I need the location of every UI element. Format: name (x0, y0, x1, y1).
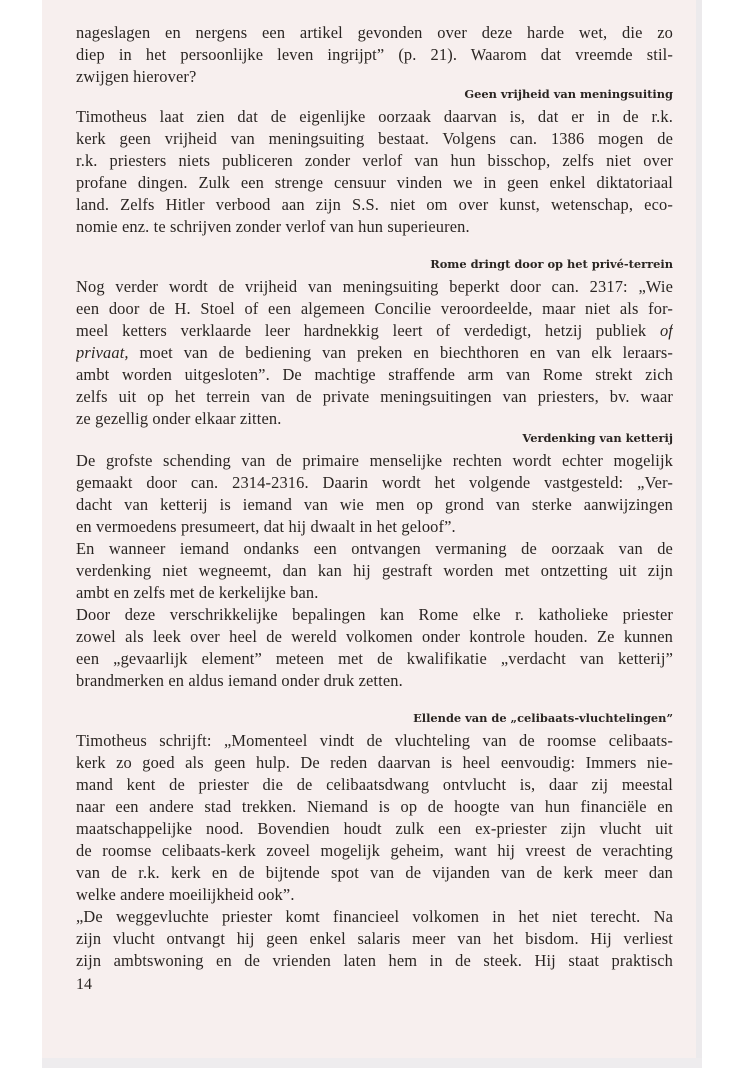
text-line: zijn ambtswoning en de vrienden laten hem in de steek. Hij staat praktisch (76, 951, 673, 970)
text-line: diep in het persoonlijke leven ingrijpt” (p. 21). Waarom dat vreemde stil- (76, 45, 673, 64)
text-span: meel ketters verklaarde leer hardnekkig leert of verdedigt, hetzij publiek (76, 321, 647, 340)
text-line: zijn vlucht ontvangt hij geen enkel salaris meer van het bisdom. Hij verliest (76, 929, 673, 948)
text-line: verdenking niet wegneemt, dan kan hij gestraft worden met ontzetting uit zijn (76, 561, 673, 580)
text-line: kerk geen vrijheid van meningsuiting bestaat. Volgens can. 1386 mogen de (76, 129, 673, 148)
text-line: en vermoedens presumeert, dat hij dwaalt in het geloof”. (76, 517, 456, 536)
text-line: maatschappelijke nood. Bovendien houdt zulk een ex-priester zijn vlucht uit (76, 819, 673, 838)
text-line: r.k. priesters niets publiceren zonder verlof van hun bisschop, zelfs niet over (76, 151, 673, 170)
text-line: ze gezellig onder elkaar zitten. (76, 409, 282, 428)
text-line: dacht van ketterij is iemand van wie men op grond van sterke aanwijzingen (76, 495, 673, 514)
text-line: „De weggevluchte priester komt financieel volkomen in het niet terecht. Na (76, 907, 673, 926)
text-line: naar een andere stad trekken. Niemand is op de hoogte van hun financiële en (76, 797, 673, 816)
page-number: 14 (76, 976, 92, 993)
text-line: Timotheus laat zien dat de eigenlijke oorzaak daarvan is, dat er in de r.k. (76, 107, 673, 126)
text-line: Door deze verschrikkelijke bepalingen kan Rome elke r. katholieke priester (76, 605, 673, 624)
text-line: profane dingen. Zulk een strenge censuur vinden we in geen enkel diktatoriaal (76, 173, 673, 192)
section-heading: Geen vrijheid van meningsuiting (464, 87, 673, 101)
text-line: Timotheus schrijft: „Momenteel vindt de vluchteling van de roomse celibaats- (76, 731, 673, 750)
text-line: zwijgen hierover? (76, 67, 197, 86)
text-line: ambt en zelfs met de kerkelijke ban. (76, 583, 319, 602)
text-line (76, 320, 673, 342)
text-line: gemaakt door can. 2314-2316. Daarin wordt het volgende vastgesteld: „Ver- (76, 473, 673, 492)
section-heading: Ellende van de „celibaats-vluchtelingen” (413, 711, 673, 725)
text-line (76, 342, 673, 364)
italic-word: privaat, (76, 343, 129, 362)
text-line: mand kent de priester die de celibaatsdwang ontvlucht is, daar zij meestal (76, 775, 673, 794)
text-line: Nog verder wordt de vrijheid van meningsuiting beperkt door can. 2317: „Wie (76, 277, 673, 296)
italic-word: of (659, 321, 673, 340)
text-line: nageslagen en nergens een artikel gevonden over deze harde wet, die zo (76, 23, 673, 42)
text-line: nomie enz. te schrijven zonder verlof van hun superieuren. (76, 217, 470, 236)
text-line: van de r.k. kerk en de bijtende spot van de vijanden van de kerk meer dan (76, 863, 673, 882)
text-line: kerk zo goed als geen hulp. De reden daarvan is heel eenvoudig: Immers nie- (76, 753, 673, 772)
text-line: zelfs uit op het terrein van de private meningsuitingen van priesters, bv. waar (76, 387, 673, 406)
section-heading: Verdenking van ketterij (522, 431, 673, 445)
text-line: welke andere moeilijkheid ook”. (76, 885, 295, 904)
section-heading: Rome dringt door op het privé-terrein (430, 257, 673, 271)
text-line: zowel als leek over heel de wereld volkomen onder kontrole houden. Ze kunnen (76, 627, 673, 646)
text-line: de roomse celibaats-kerk zoveel mogelijk geheim, want hij vreest de verachting (76, 841, 673, 860)
text-line: brandmerken en aldus iemand onder druk zetten. (76, 671, 403, 690)
page-edge-right (696, 0, 702, 1058)
text-line: een „gevaarlijk element” meteen met de kwalifikatie „verdacht van ketterij” (76, 649, 673, 668)
text-line: een door de H. Stoel of een algemeen Concilie veroordeelde, maar niet als for- (76, 299, 673, 318)
text-line: En wanneer iemand ondanks een ontvangen vermaning de oorzaak van de (76, 539, 673, 558)
text-line: ambt worden uitgesloten”. De machtige straffende arm van Rome strekt zich (76, 365, 673, 384)
page-edge-bottom (42, 1058, 702, 1068)
text-line: De grofste schending van de primaire menselijke rechten wordt echter mogelijk (76, 451, 673, 470)
text-line: land. Zelfs Hitler verbood aan zijn S.S. niet om over kunst, wetenschap, eco- (76, 195, 673, 214)
text-span: moet van de bediening van preken en biechthoren en van elk leraars- (128, 343, 673, 362)
